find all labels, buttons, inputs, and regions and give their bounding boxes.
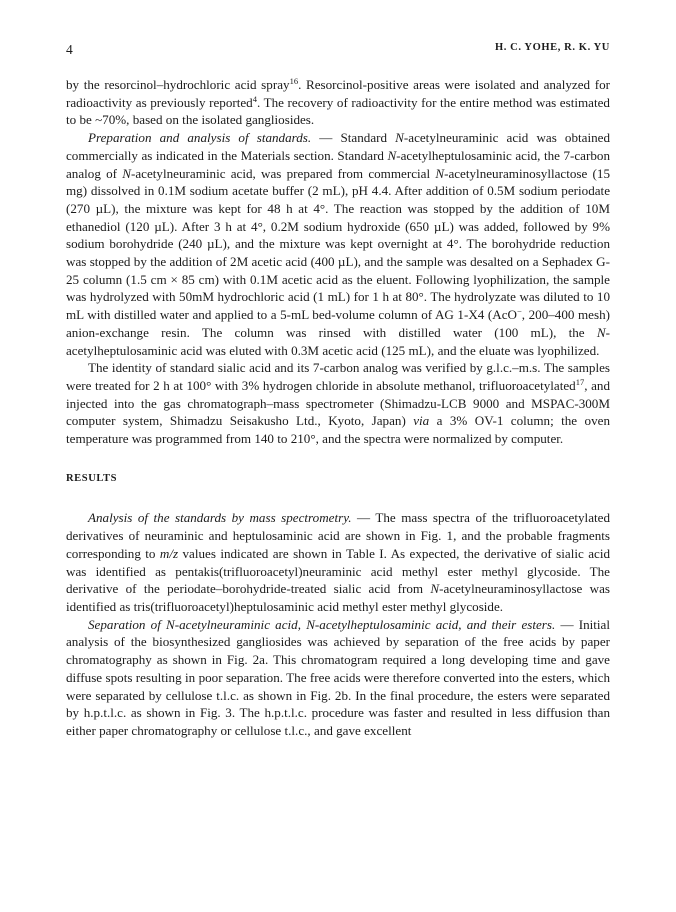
text-run: N	[387, 147, 397, 163]
page-number: 4	[66, 42, 73, 57]
text-run: -acetylneuraminosyllactose (15 mg) dissolved in 0.1M sodium acetate buffer (2 mL), pH 4.4. After addition of 0.5M sodium periodate (270 µL), the mixture was kept for 48 h at 4°. The reaction was stopped by the addition of 10M ethanediol (120 µL). After 3 h at 4°, 0.2M sodium hydroxide (650 µL) was added, followed by 9% sodium borohydride (240 µL), and the mixture was kept overnight at 4°. The borohydride reduction was stopped by the addition of 2M acetic acid (400 µL), and the sample was desalted on a Sephadex G-25 column (1.5 cm × 85 cm) with 0.1M acetic acid as the eluent. Following lyophilization, the sample was hydrolyzed with 50mM hydrochloric acid (1 mL) for 1 h at 80°. The hydrolyzate was diluted to 10 mL with distilled water and applied to a 5-mL bed-volume column of AG 1-X4 (AcO	[66, 165, 610, 323]
results-section	[66, 509, 610, 739]
page-header	[66, 42, 610, 60]
text-run: N	[122, 165, 131, 181]
text-run: N	[430, 581, 440, 597]
paragraph	[66, 509, 610, 615]
text-run: N	[435, 165, 445, 181]
superscript: 16	[289, 76, 299, 86]
text-run: -acetylneuraminic acid was obtained commercially as indicated in the Materials section. Standard	[66, 130, 610, 163]
text-run: , and injected into the gas chromatograph–mass spectrometer (Shimadzu-LCB 9000 and MSPAC-300M computer system, Shimadzu Seisakusho Ltd., Kyoto, Japan)	[66, 377, 610, 429]
methods-section	[66, 76, 610, 448]
text-run: Analysis of the standards by mass spectrometry.	[88, 510, 352, 526]
text-run: — Standard	[311, 130, 396, 146]
text-run: by the resorcinol–hydrochloric acid spray	[66, 77, 290, 92]
superscript: 17	[575, 376, 585, 387]
text-run: -acetylneuraminic acid,	[174, 616, 307, 632]
text-run: . Resorcinol-positive areas were isolated and analyzed for radioactivity as previously reported	[66, 77, 610, 110]
paragraph	[66, 359, 610, 448]
article-body	[66, 76, 610, 740]
text-run: a 3% OV-1 column; the oven temperature was programmed from 140 to 210°, and the spectra were normalized by computer.	[66, 413, 610, 447]
paragraph	[66, 76, 610, 129]
text-run: The identity of standard sialic acid and its 7-carbon analog was verified by g.l.c.–m.s. The samples were treated for 2 h at 100° with 3% hydrogen chloride in absolute methanol, trifluoroacetylated	[66, 360, 610, 393]
text-run: , 200–400 mesh) anion-exchange resin. The column was rinsed with distilled water (100 mL), the	[66, 307, 610, 340]
text-run: . The recovery of radioactivity for the entire method was estimated to be ~70%, based on the isolated gangliosides.	[66, 94, 610, 128]
text-run: — The mass spectra of the trifluoroacetylated derivatives of neuraminic and heptulosaminic acid are shown in Fig. 1, and the probable fragments corresponding to	[66, 510, 611, 561]
superscript: −	[516, 306, 522, 317]
text-run: N	[306, 616, 315, 632]
running-head-authors: H. C. YOHE, R. K. YU	[494, 42, 610, 53]
paragraph	[66, 129, 610, 359]
text-run: values indicated are shown in Table I. As expected, the derivative of sialic acid was identified as pentakis(trifluoroacetyl)neuraminic acid methyl ester methyl glycoside. The derivative of the periodate–borohydride-treated sialic acid from	[66, 545, 610, 597]
text-run: m/z	[159, 545, 179, 561]
text-run: — Initial analysis of the biosynthesized gangliosides was achieved by separation of the free acids by paper chromatography as shown in Fig. 2a. This chromatogram required a long developing time and gave diffuse spots resulting in poor separation. The free acids were therefore converted into the esters, which were separated by cellulose t.l.c. as shown in Fig. 2b. In the final procedure, the esters were separated by h.p.t.l.c. as shown in Fig. 3. The h.p.t.l.c. procedure was faster and resulted in less diffusion than either paper chromatography or cellulose t.l.c., and gave excellent	[66, 616, 611, 738]
text-run: -acetylheptulosaminic acid, the 7-carbon analog of	[66, 147, 610, 181]
text-run: N	[596, 324, 606, 340]
text-run: -acetylheptulosaminic acid was eluted with 0.3M acetic acid (125 mL), and the eluate was lyophilized.	[66, 324, 610, 358]
text-run: via	[413, 413, 430, 429]
results-heading: RESULTS	[66, 472, 118, 484]
paragraph	[66, 616, 610, 740]
text-run: Separation of	[88, 616, 167, 632]
text-run: N	[166, 616, 175, 632]
text-run: Preparation and analysis of standards.	[88, 130, 312, 146]
text-run: N	[395, 130, 404, 146]
text-run: -acetylneuraminic acid, was prepared from commercial	[131, 165, 436, 181]
text-run: -acetylheptulosaminic acid, and their esters.	[314, 616, 556, 632]
superscript: 4	[252, 93, 257, 104]
text-run: -acetylneuraminosyllactose was identified as tris(trifluoroacetyl)heptulosaminic acid methyl ester methyl glycoside.	[66, 581, 611, 614]
